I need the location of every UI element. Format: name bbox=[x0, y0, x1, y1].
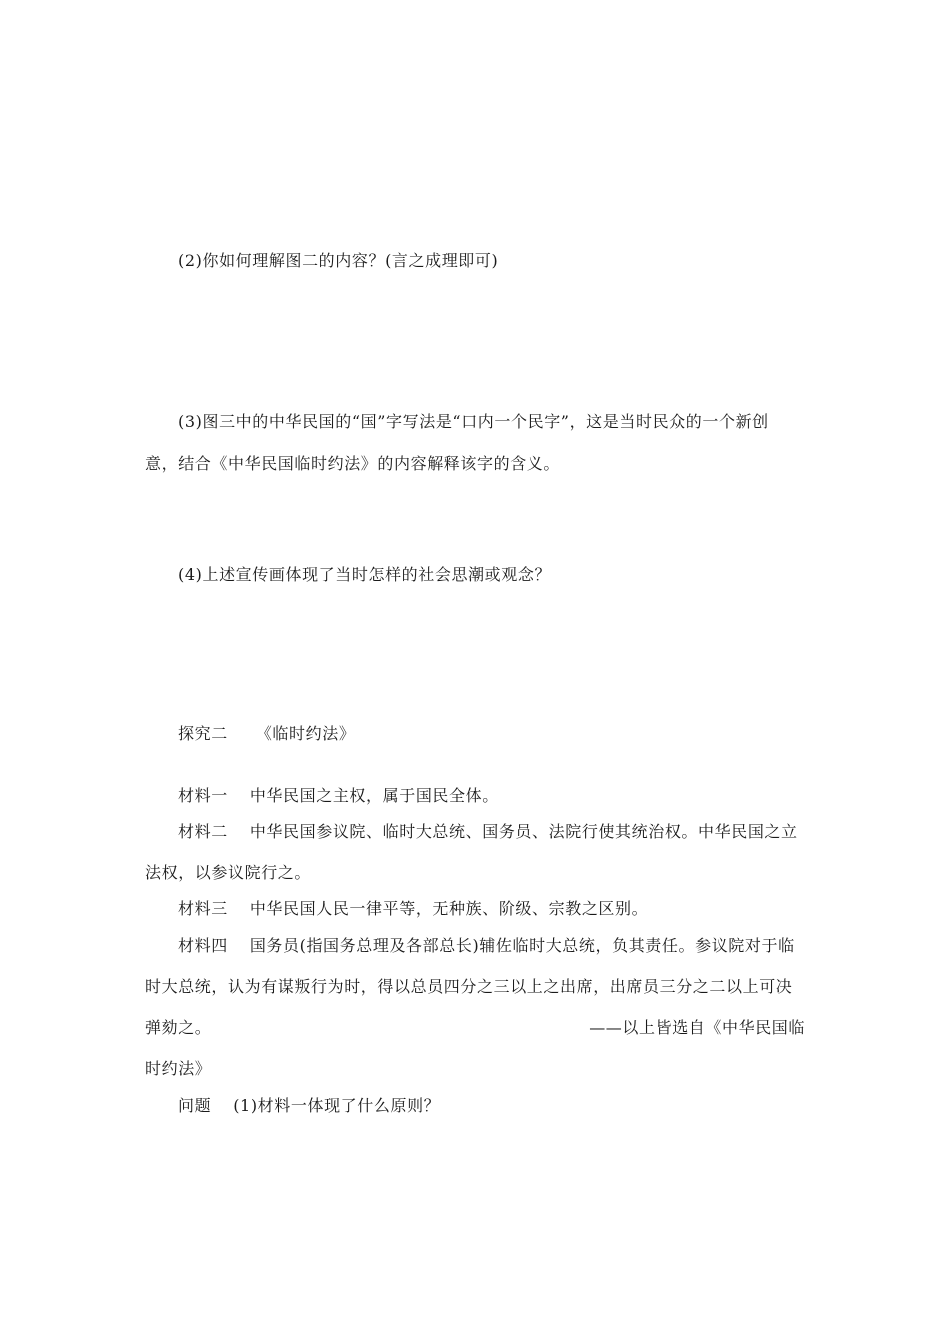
material-4-label: 材料四 bbox=[178, 936, 228, 955]
material-4-line-1 bbox=[178, 936, 795, 956]
source-attribution-continued: 时约法》 bbox=[145, 1059, 212, 1078]
material-4-line-3: 弹劾之。 bbox=[145, 1018, 212, 1037]
material-2-text: 中华民国参议院、临时大总统、国务员、法院行使其统治权。中华民国之立 bbox=[249, 822, 798, 841]
question-4: (4)上述宣传画体现了当时怎样的社会思潮或观念？ bbox=[178, 565, 552, 584]
material-3 bbox=[178, 899, 648, 919]
question-2: (2)你如何理解图二的内容？(言之成理即可) bbox=[178, 251, 499, 270]
source-attribution: ——以上皆选自《中华民国临 bbox=[589, 1018, 805, 1037]
material-3-text: 中华民国人民一律平等，无种族、阶级、宗教之区别。 bbox=[249, 899, 649, 918]
material-4-line-2: 时大总统，认为有谋叛行为时，得以总员四分之三以上之出席，出席员三分之二以上可决 bbox=[145, 977, 793, 996]
material-1 bbox=[178, 786, 499, 806]
material-4-text: 国务员(指国务总理及各部总长)辅佐临时大总统，负其责任。参议院对于临 bbox=[249, 936, 795, 955]
section-heading bbox=[178, 724, 355, 744]
material-1-label: 材料一 bbox=[178, 786, 228, 805]
question-3-line-1: (3)图三中的中华民国的“国”字写法是“口内一个民字”，这是当时民众的一个新创 bbox=[178, 412, 769, 431]
material-2-line-2: 法权，以参议院行之。 bbox=[145, 863, 312, 882]
problem-1 bbox=[178, 1096, 440, 1116]
material-2-line-1 bbox=[178, 822, 798, 842]
problem-1-text: (1)材料一体现了什么原则？ bbox=[233, 1096, 441, 1115]
problem-label: 问题 bbox=[178, 1096, 212, 1115]
material-2-label: 材料二 bbox=[178, 822, 228, 841]
question-3-line-2: 意，结合《中华民国临时约法》的内容解释该字的含义。 bbox=[145, 454, 561, 473]
material-3-label: 材料三 bbox=[178, 899, 228, 918]
section-title: 《临时约法》 bbox=[255, 724, 356, 743]
section-label: 探究二 bbox=[178, 724, 228, 743]
material-1-text: 中华民国之主权，属于国民全体。 bbox=[249, 786, 499, 805]
